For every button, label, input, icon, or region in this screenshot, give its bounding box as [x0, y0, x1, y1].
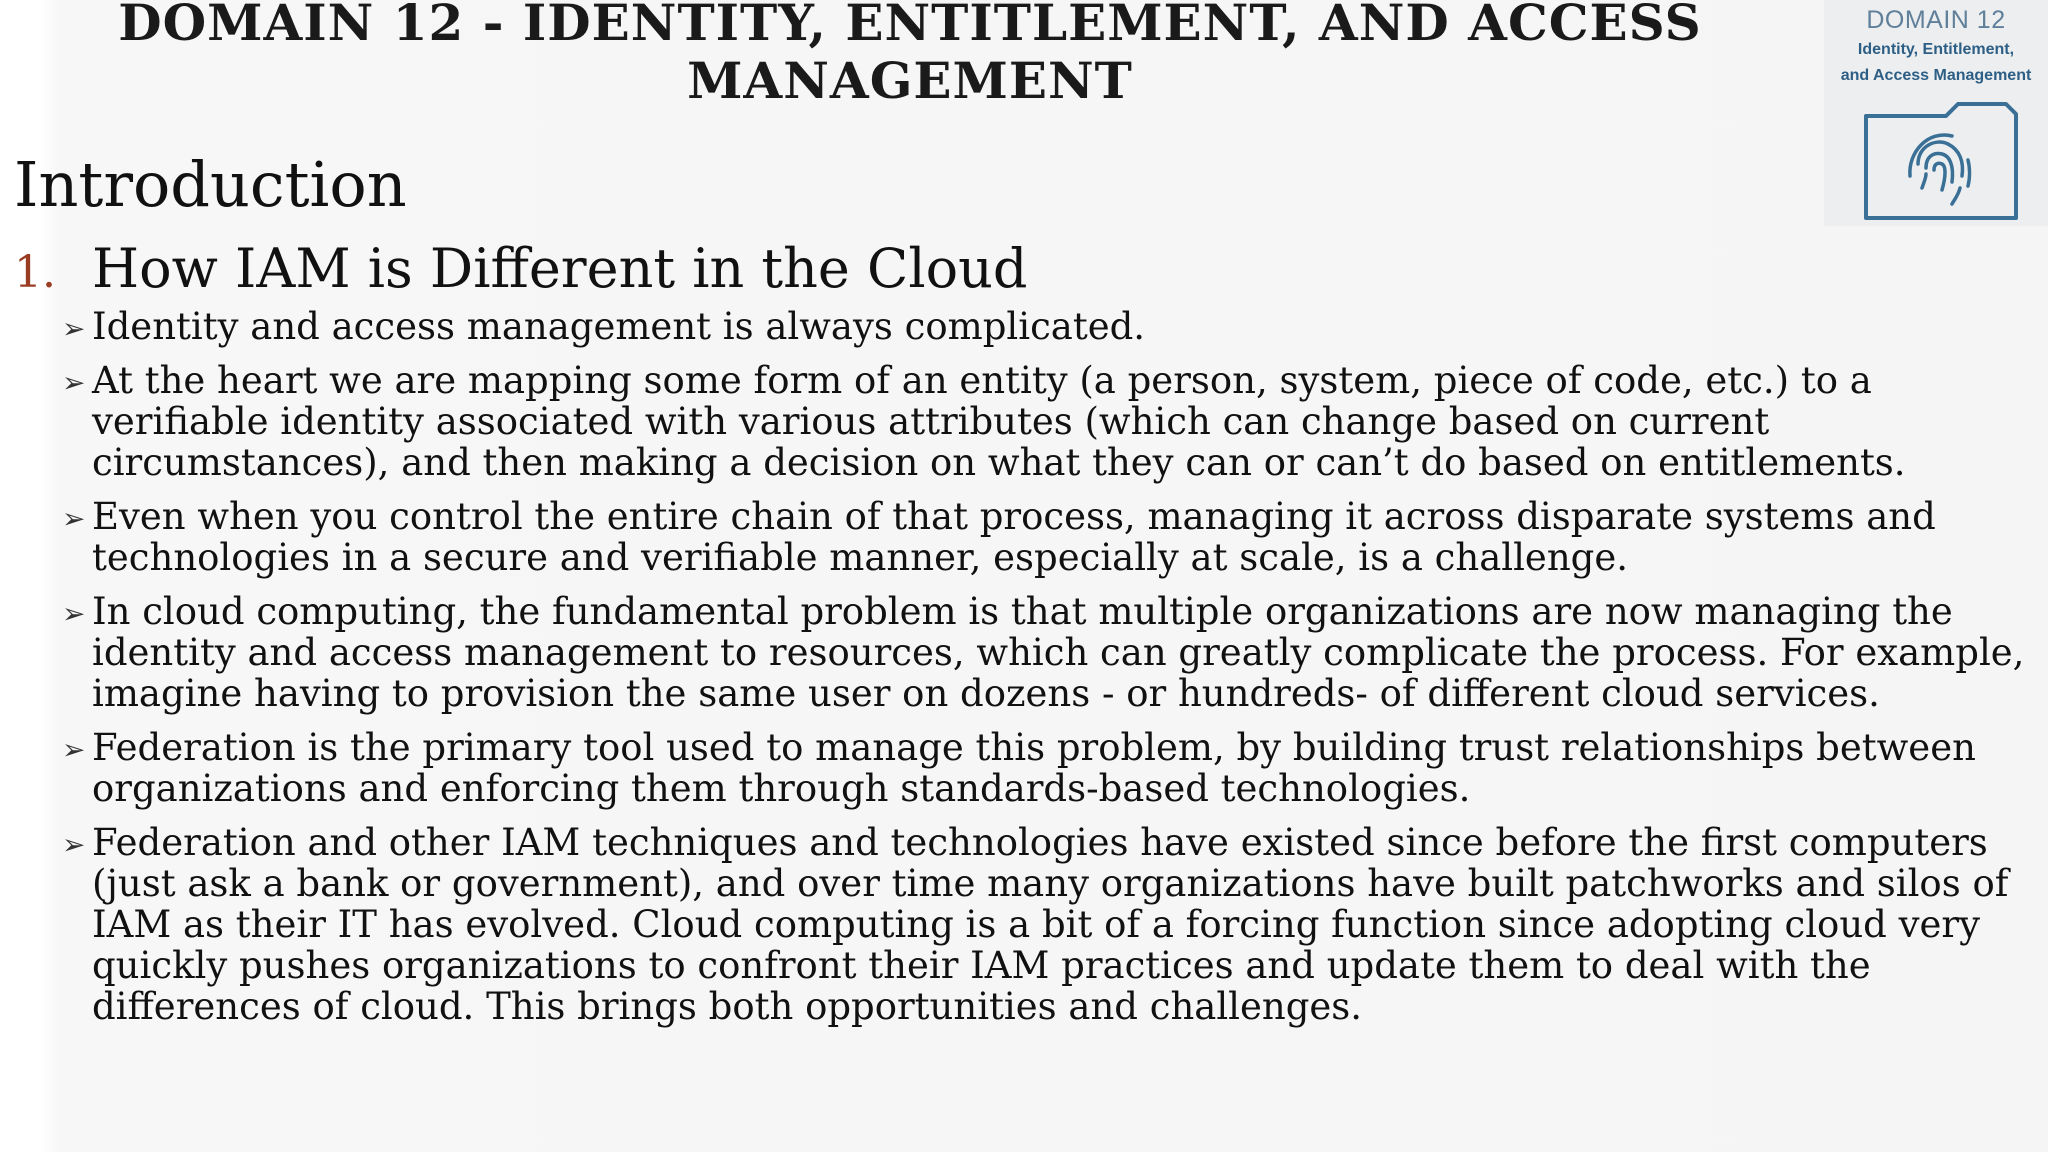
- section-heading: Introduction: [14, 148, 407, 221]
- bullet-text: Federation is the primary tool used to manage this problem, by building trust relationships between organizations and enforcing them through standards-based technologies.: [92, 726, 1976, 810]
- bullet-item: [62, 727, 2028, 809]
- bullet-item: [62, 591, 2028, 714]
- slide-title: DOMAIN 12 - IDENTITY, ENTITLEMENT, AND ACCESS MANAGEMENT: [118, 0, 1702, 110]
- subheading-number: 1.: [14, 247, 56, 298]
- logo-subtitle-1: Identity, Entitlement,: [1857, 41, 2015, 58]
- bullet-item: [62, 822, 2028, 1027]
- logo-domain-label: DOMAIN 12: [1866, 6, 2006, 34]
- bullet-arrow-icon: ➢: [62, 828, 86, 861]
- subheading: [14, 238, 1027, 304]
- bullet-text: Identity and access management is always complicated.: [92, 305, 1146, 348]
- bullet-arrow-icon: ➢: [62, 366, 86, 399]
- bullet-arrow-icon: ➢: [62, 312, 86, 345]
- subheading-text: How IAM is Different in the Cloud: [92, 237, 1028, 300]
- bullet-item: [62, 360, 2028, 483]
- bullet-text: At the heart we are mapping some form of an entity (a person, system, piece of code, etc.) to a verifiable identity associated with various attributes (which can change based on current circumstances), and then making a decision on what they can or can’t do based on entitlements.: [92, 359, 1906, 484]
- bullet-item: [62, 496, 2028, 578]
- domain-logo: [1824, 0, 2048, 226]
- bullet-arrow-icon: ➢: [62, 502, 86, 535]
- fingerprint-icon: [1836, 96, 2036, 226]
- bullet-text: Even when you control the entire chain of that process, managing it across disparate systems and technologies in a secure and verifiable manner, especially at scale, is a challenge.: [92, 495, 1936, 579]
- bullet-arrow-icon: ➢: [62, 597, 86, 630]
- bullet-item: [62, 306, 2028, 347]
- bullet-text: Federation and other IAM techniques and technologies have existed since before the first computers (just ask a bank or government), and over time many organizations have built patchworks and silos of IAM as their IT has evolved. Cloud computing is a bit of a forcing function since adopting cloud very quickly pushes organizations to confront their IAM practices and update them to deal with the differences of cloud. This brings both opportunities and challenges.: [92, 821, 2009, 1028]
- bullet-text: In cloud computing, the fundamental problem is that multiple organizations are now managing the identity and access management to resources, which can greatly complicate the process. For example, imagine having to provision the same user on dozens - or hundreds- of different cloud services.: [92, 590, 2025, 715]
- bullet-list: [62, 306, 2028, 1040]
- bullet-arrow-icon: ➢: [62, 733, 86, 766]
- logo-subtitle-2: and Access Management: [1840, 67, 2032, 84]
